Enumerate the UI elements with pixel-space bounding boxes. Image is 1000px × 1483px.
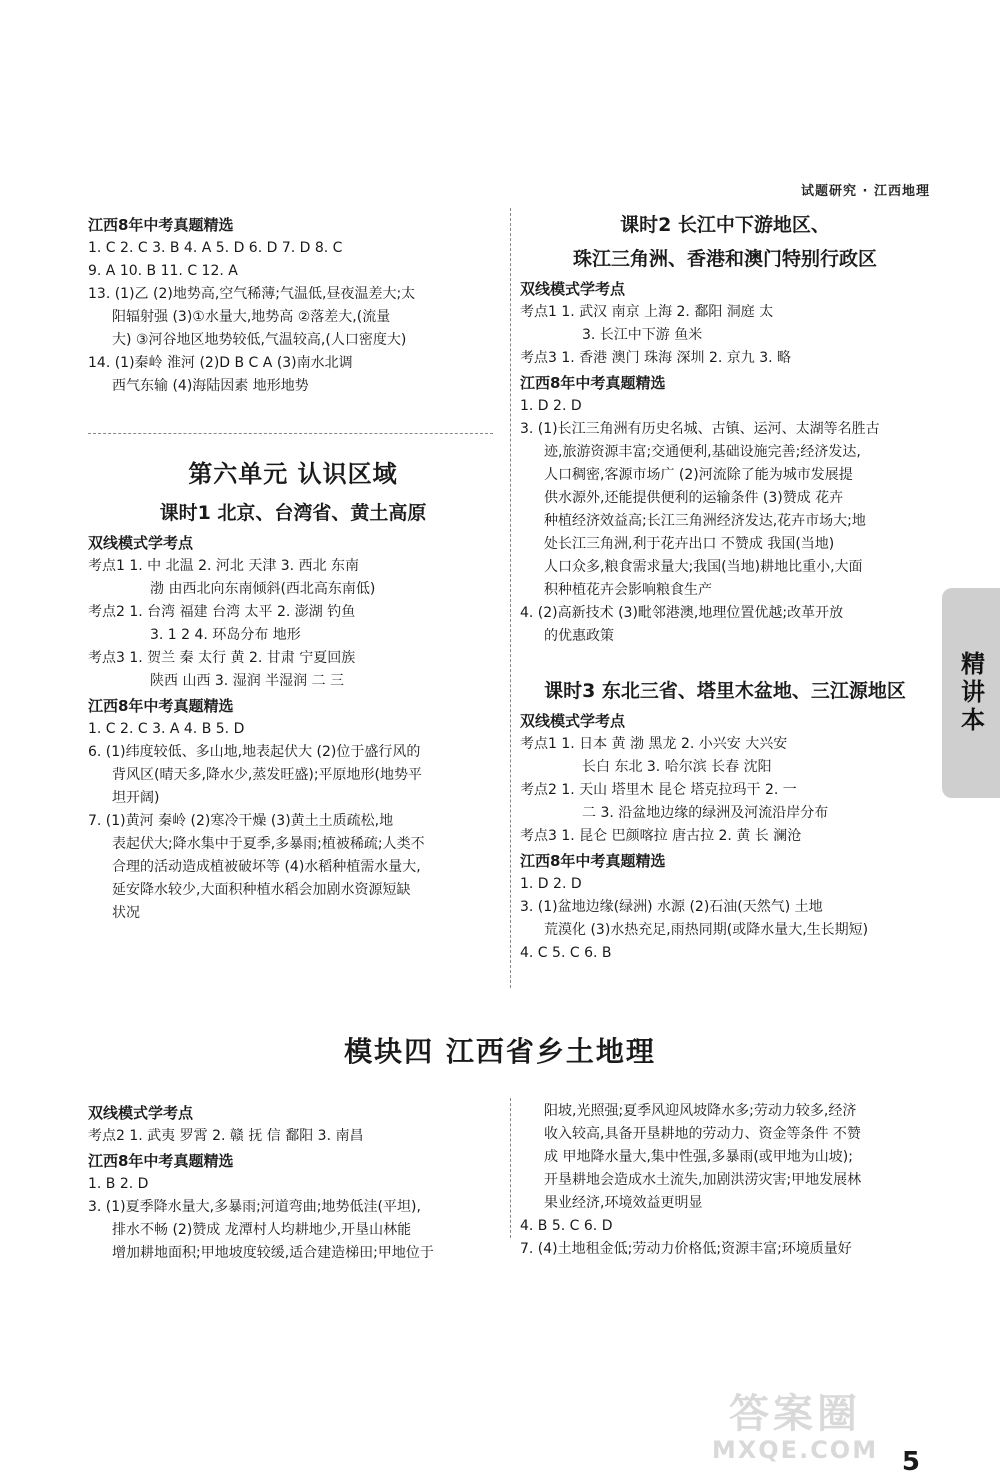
answer-line: 坦开阔) (112, 790, 160, 806)
answer-line: 果业经济,环境效益更明显 (544, 1195, 703, 1211)
answer-line: 1. C 2. C 3. A 4. B 5. D (88, 721, 245, 737)
answer-line: 人口稠密,客源市场广 (2)河流除了能为城市发展提 (544, 467, 853, 483)
answer-line: 1. D 2. D (520, 398, 582, 414)
answer-line: 二 3. 沿盆地边缘的绿洲及河流沿岸分布 (582, 805, 829, 821)
exam-heading: 江西8年中考真题精选 (520, 374, 666, 392)
answer-line: 考点2 1. 天山 塔里木 昆仑 塔克拉玛干 2. 一 (520, 782, 797, 798)
answer-line: 9. A 10. B 11. C 12. A (88, 263, 238, 279)
answer-line: 成 甲地降水量大,集中性强,多暴雨(或甲地为山坡); (544, 1149, 853, 1165)
answer-line: 大) ③河谷地区地势较低,气温较高,(人口密度大) (112, 332, 407, 348)
answer-line: 3. (1)长江三角洲有历史名城、古镇、运河、太湖等名胜古 (520, 421, 880, 437)
answer-line: 4. C 5. C 6. B (520, 945, 612, 961)
answer-line: 考点3 1. 昆仑 巴颜喀拉 唐古拉 2. 黄 长 澜沧 (520, 828, 802, 844)
answer-line: 排水不畅 (2)赞成 龙潭村人均耕地少,开垦山林能 (112, 1222, 412, 1238)
exam-heading: 江西8年中考真题精选 (88, 697, 234, 715)
subsection-heading: 双线模式学考点 (88, 1104, 194, 1122)
answer-line: 收入较高,具备开垦耕地的劳动力、资金等条件 不赞 (544, 1126, 861, 1142)
answer-line: 3. (1)夏季降水量大,多暴雨;河道弯曲;地势低洼(平坦), (88, 1199, 421, 1215)
watermark (700, 1383, 890, 1473)
answer-line: 荒漠化 (3)水热充足,雨热同期(或降水量大,生长期短) (544, 922, 869, 938)
answer-line: 1. D 2. D (520, 876, 582, 892)
module4-left (88, 1100, 498, 1265)
watermark-text: 答案圈 (729, 1391, 861, 1437)
answer-line: 合理的活动造成植被破坏等 (4)水稻种植需水量大, (112, 859, 421, 875)
answer-line: 3. 长江中下游 鱼米 (582, 327, 703, 343)
subsection-heading: 双线模式学考点 (520, 280, 626, 298)
subsection-heading: 双线模式学考点 (88, 534, 194, 552)
lesson-title: 课时3 东北三省、塔里木盆地、三江源地区 (544, 680, 906, 702)
answer-line: 处长江三角洲,利于花卉出口 不赞成 我国(当地) (544, 536, 835, 552)
answer-line: 14. (1)秦岭 淮河 (2)D B C A (3)南水北调 (88, 355, 353, 371)
exam-heading: 江西8年中考真题精选 (88, 216, 234, 234)
answer-line: 积种植花卉会影响粮食生产 (544, 582, 712, 598)
exam-heading: 江西8年中考真题精选 (520, 852, 666, 870)
left-top-block (88, 212, 498, 398)
answer-line: 考点2 1. 台湾 福建 台湾 太平 2. 澎湖 钓鱼 (88, 604, 356, 620)
lesson3-block (520, 674, 930, 965)
answer-line: 开垦耕地会造成水土流失,加剧洪涝灾害;甲地发展林 (544, 1172, 862, 1188)
answer-line: 1. B 2. D (88, 1176, 149, 1192)
answer-line: 迹,旅游资源丰富;交通便利,基础设施完善;经济发达, (544, 444, 861, 460)
lesson-title: 课时2 长江中下游地区、 (620, 214, 830, 236)
answer-line: 延安降水较少,大面积种植水稻会加剧水资源短缺 (112, 882, 411, 898)
answer-line: 阳辐射强 (3)①水量大,地势高 ②落差大,(流量 (112, 309, 391, 325)
lesson2-block (520, 208, 930, 648)
answer-line: 4. (2)高新技术 (3)毗邻港澳,地理位置优越;改革开放 (520, 605, 844, 621)
unit-title: 第六单元 认识区域 (188, 460, 398, 488)
answer-line: 考点1 1. 武汉 南京 上海 2. 鄱阳 洞庭 太 (520, 304, 774, 320)
answer-line: 供水源外,还能提供便利的运输条件 (3)赞成 花卉 (544, 490, 844, 506)
answer-line: 13. (1)乙 (2)地势高,空气稀薄;气温低,昼夜温差大;太 (88, 286, 416, 302)
answer-line: 阳坡,光照强;夏季风迎风坡降水多;劳动力较多,经济 (544, 1103, 857, 1119)
side-tab (942, 588, 1000, 798)
answer-line: 考点2 1. 武夷 罗霄 2. 赣 抚 信 鄱阳 3. 南昌 (88, 1128, 364, 1144)
answer-line: 的优惠政策 (544, 628, 614, 644)
page-number: 5 (901, 1447, 920, 1477)
answer-line: 背风区(晴天多,降水少,蒸发旺盛);平原地形(地势平 (112, 767, 423, 783)
running-head: 试题研究 · 江西地理 (801, 184, 930, 199)
exam-heading: 江西8年中考真题精选 (88, 1152, 234, 1170)
answer-line: 7. (4)土地租金低;劳动力价格低;资源丰富;环境质量好 (520, 1241, 852, 1257)
watermark-url: MXQE.COM (711, 1436, 879, 1464)
top-blank-area (0, 0, 1000, 170)
answer-line: 长白 东北 3. 哈尔滨 长春 沈阳 (582, 759, 772, 775)
answer-line: 4. B 5. C 6. D (520, 1218, 613, 1234)
unit6-block (88, 452, 498, 925)
column-divider-module (510, 1098, 511, 1238)
lesson-title: 课时1 北京、台湾省、黄土高原 (159, 502, 427, 524)
answer-line: 陕西 山西 3. 湿润 半湿润 二 三 (150, 673, 345, 689)
answer-line: 种植经济效益高;长江三角洲经济发达,花卉市场大;地 (544, 513, 866, 529)
column-divider (510, 208, 511, 988)
subsection-heading: 双线模式学考点 (520, 712, 626, 730)
answer-line: 3. (1)盆地边缘(绿洲) 水源 (2)石油(天然气) 土地 (520, 899, 823, 915)
lesson-title-continued: 珠江三角洲、香港和澳门特别行政区 (572, 248, 877, 270)
answer-line: 人口众多,粮食需求量大;我国(当地)耕地比重小,大面 (544, 559, 863, 575)
answer-line: 考点3 1. 香港 澳门 珠海 深圳 2. 京九 3. 略 (520, 350, 792, 366)
answer-line: 增加耕地面积;甲地坡度较缓,适合建造梯田;甲地位于 (112, 1245, 434, 1261)
answer-line: 7. (1)黄河 秦岭 (2)寒冷干燥 (3)黄土土质疏松,地 (88, 813, 394, 829)
answer-line: 考点3 1. 贺兰 秦 太行 黄 2. 甘肃 宁夏回族 (88, 650, 356, 666)
answer-line: 渤 由西北向东南倾斜(西北高东南低) (150, 581, 376, 597)
answer-line: 表起伏大;降水集中于夏季,多暴雨;植被稀疏;人类不 (112, 836, 425, 852)
section-divider (88, 433, 493, 434)
answer-line: 西气东输 (4)海陆因素 地形地势 (112, 378, 309, 394)
answer-line: 1. C 2. C 3. B 4. A 5. D 6. D 7. D 8. C (88, 240, 343, 256)
side-tab-label: 精讲本 (956, 651, 985, 735)
answer-line: 3. 1 2 4. 环岛分布 地形 (150, 627, 301, 643)
answer-line: 考点1 1. 中 北温 2. 河北 天津 3. 西北 东南 (88, 558, 360, 574)
answer-line: 状况 (112, 905, 140, 921)
answer-line: 考点1 1. 日本 黄 渤 黑龙 2. 小兴安 大兴安 (520, 736, 788, 752)
module-title: 模块四 江西省乡土地理 (344, 1035, 656, 1068)
answer-line: 6. (1)纬度较低、多山地,地表起伏大 (2)位于盛行风的 (88, 744, 421, 760)
module4-right (520, 1100, 930, 1261)
